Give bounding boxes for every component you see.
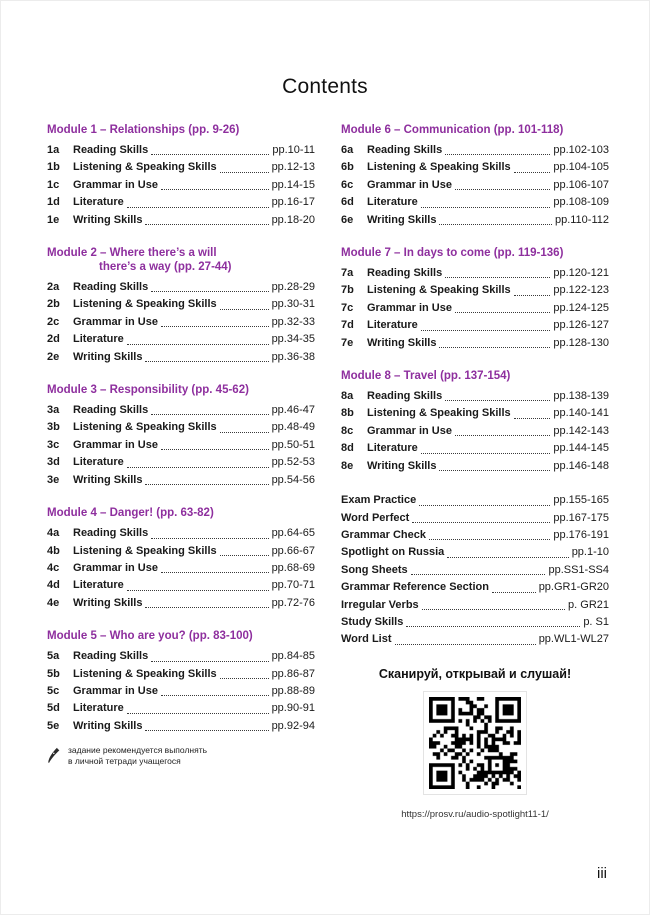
toc-entry-pages: pp.32-33: [271, 315, 315, 328]
toc-entry-label: Literature: [73, 333, 124, 346]
extra-row: [341, 579, 609, 596]
dotted-leader: [127, 207, 269, 208]
dotted-leader: [406, 626, 580, 627]
extra-pages: pp.167-175: [553, 511, 609, 524]
toc-entry-label: Writing Skills: [367, 213, 437, 226]
extra-row: [341, 597, 609, 614]
module-section: [47, 246, 315, 366]
toc-entry-label: Grammar in Use: [367, 301, 452, 314]
toc-entry-number: 3d: [47, 456, 60, 469]
module-heading-line: Module 2 – Where there’s a will: [47, 247, 217, 260]
toc-entry-number: 3c: [47, 438, 60, 451]
toc-row: [47, 454, 315, 471]
dotted-leader: [220, 555, 269, 556]
toc-entry-number: 7c: [341, 301, 354, 314]
extra-row: [341, 492, 609, 509]
module-heading-line: Module 5 – Who are you? (pp. 83-100): [47, 630, 253, 643]
page-number: iii: [597, 865, 607, 882]
toc-row: [47, 142, 315, 159]
module-heading: [47, 123, 315, 137]
dotted-leader: [145, 361, 268, 362]
toc-entry-pages: pp.46-47: [271, 404, 315, 417]
toc-entry-label: Literature: [367, 196, 418, 209]
toc-entry-number: 4a: [47, 527, 60, 540]
toc-entry-number: 2e: [47, 350, 60, 363]
toc-entry-pages: pp.34-35: [271, 333, 315, 346]
toc-row: [47, 419, 315, 436]
dotted-leader: [445, 277, 550, 278]
dotted-leader: [429, 539, 550, 540]
scan-heading: Сканируй, открывай и слушай!: [378, 666, 572, 681]
toc-entry-label: Reading Skills: [73, 527, 149, 540]
toc-entry-label: Listening & Speaking Skills: [367, 284, 511, 297]
extra-pages: pp.WL1-WL27: [538, 633, 609, 646]
toc-row: [47, 194, 315, 211]
toc-entry-pages: pp.10-11: [272, 144, 315, 156]
toc-row: [47, 683, 315, 700]
module-section: [47, 506, 315, 612]
extra-row: [341, 614, 609, 631]
toc-entry-number: 1b: [47, 161, 60, 174]
toc-entry-number: 6e: [341, 213, 354, 226]
toc-row: [341, 405, 609, 422]
toc-entry-label: Writing Skills: [73, 596, 143, 609]
toc-entry-pages: pp.66-67: [271, 544, 315, 557]
toc-entry-pages: pp.16-17: [271, 196, 315, 209]
toc-row: [341, 317, 609, 334]
toc-entry-pages: pp.106-107: [553, 178, 609, 191]
toc-entry-label: Reading Skills: [73, 144, 149, 156]
toc-entry-pages: pp.12-13: [271, 161, 315, 174]
footnote: [45, 745, 207, 767]
toc-entry-number: 5d: [47, 702, 60, 715]
toc-entry-label: Writing Skills: [367, 459, 437, 472]
audio-url: https://prosv.ru/audio-spotlight11-1/: [401, 808, 549, 820]
toc-entry-label: Literature: [367, 442, 418, 455]
toc-row: [341, 282, 609, 299]
page-title: Contents: [282, 75, 368, 98]
toc-row: [47, 177, 315, 194]
extra-pages: pp.176-191: [553, 528, 609, 541]
toc-entry-pages: pp.142-143: [553, 424, 609, 437]
toc-row: [341, 440, 609, 457]
toc-entry-pages: pp.124-125: [553, 301, 609, 314]
module-rows: [47, 525, 315, 612]
toc-row: [47, 700, 315, 717]
contents-columns: [47, 123, 609, 820]
toc-entry-number: 7d: [341, 319, 354, 332]
toc-entry-label: Literature: [73, 702, 124, 715]
left-column: [47, 123, 315, 820]
toc-entry-label: Listening & Speaking Skills: [73, 544, 217, 557]
toc-entry-pages: pp.92-94: [271, 719, 315, 732]
module-heading: [47, 383, 315, 397]
dotted-leader: [161, 449, 269, 450]
toc-entry-pages: pp.14-15: [271, 178, 315, 191]
toc-row: [47, 159, 315, 176]
toc-entry-pages: pp.64-65: [271, 527, 315, 540]
dotted-leader: [395, 644, 536, 645]
extra-pages: pp.SS1-SS4: [548, 563, 609, 576]
extras-list: [341, 492, 609, 649]
dotted-leader: [445, 154, 550, 155]
dotted-leader: [151, 154, 269, 155]
toc-row: [47, 402, 315, 419]
dotted-leader: [455, 189, 550, 190]
dotted-leader: [127, 713, 269, 714]
toc-entry-pages: pp.72-76: [271, 596, 315, 609]
toc-entry-pages: pp.30-31: [271, 298, 315, 311]
module-rows: [47, 279, 315, 366]
toc-entry-number: 8a: [341, 390, 354, 403]
module-rows: [47, 648, 315, 735]
toc-entry-number: 8e: [341, 459, 354, 472]
dotted-leader: [514, 172, 551, 173]
pen-icon: [45, 746, 61, 767]
toc-entry-label: Grammar in Use: [367, 178, 452, 191]
dotted-leader: [439, 470, 550, 471]
module-heading-line: Module 3 – Responsibility (pp. 45-62): [47, 384, 249, 397]
toc-entry-number: 2d: [47, 333, 60, 346]
module-section: [341, 246, 609, 352]
module-heading-line: Module 1 – Relationships (pp. 9-26): [47, 124, 240, 136]
extra-row: [341, 562, 609, 579]
toc-entry-label: Literature: [367, 319, 418, 332]
dotted-leader: [127, 590, 269, 591]
toc-entry-pages: pp.84-85: [271, 650, 315, 663]
toc-entry-label: Reading Skills: [367, 267, 443, 280]
dotted-leader: [127, 467, 269, 468]
dotted-leader: [422, 609, 565, 610]
toc-row: [47, 437, 315, 454]
toc-entry-number: 3b: [47, 421, 60, 434]
extra-label: Grammar Check: [341, 528, 426, 541]
dotted-leader: [492, 592, 536, 593]
toc-entry-label: Grammar in Use: [73, 315, 158, 328]
module-heading: [47, 506, 315, 520]
toc-entry-pages: pp.50-51: [271, 438, 315, 451]
toc-entry-label: Writing Skills: [73, 213, 143, 226]
toc-entry-pages: pp.108-109: [553, 196, 609, 209]
toc-row: [341, 177, 609, 194]
module-heading-line: Module 6 – Communication (pp. 101-118): [341, 124, 564, 136]
toc-entry-number: 7e: [341, 336, 354, 349]
toc-entry-pages: pp.28-29: [271, 281, 315, 294]
extra-row: [341, 631, 609, 648]
toc-entry-label: Writing Skills: [73, 350, 143, 363]
module-heading: [341, 369, 609, 383]
dotted-leader: [161, 695, 269, 696]
toc-entry-label: Reading Skills: [73, 650, 149, 663]
module-heading: [47, 246, 315, 274]
extra-label: Word List: [341, 633, 392, 646]
toc-entry-label: Listening & Speaking Skills: [367, 407, 511, 420]
toc-row: [47, 296, 315, 313]
toc-row: [341, 300, 609, 317]
dotted-leader: [514, 295, 551, 296]
extra-pages: pp.155-165: [553, 494, 609, 507]
toc-entry-number: 5c: [47, 684, 60, 697]
toc-entry-number: 7a: [341, 267, 354, 280]
toc-row: [47, 666, 315, 683]
toc-entry-number: 5a: [47, 650, 60, 663]
module-section: [341, 123, 609, 229]
dotted-leader: [421, 207, 551, 208]
dotted-leader: [421, 453, 551, 454]
toc-entry-number: 8b: [341, 407, 354, 420]
toc-row: [47, 560, 315, 577]
dotted-leader: [421, 330, 551, 331]
toc-row: [341, 142, 609, 159]
right-column: [341, 123, 609, 820]
dotted-leader: [455, 435, 550, 436]
extra-pages: p. GR21: [568, 598, 609, 611]
toc-entry-pages: pp.52-53: [271, 456, 315, 469]
toc-entry-number: 7b: [341, 284, 354, 297]
dotted-leader: [439, 347, 550, 348]
toc-row: [47, 577, 315, 594]
toc-entry-label: Listening & Speaking Skills: [73, 298, 217, 311]
footnote-text: [68, 745, 207, 767]
toc-entry-label: Literature: [73, 579, 124, 592]
toc-entry-number: 8c: [341, 424, 354, 437]
dotted-leader: [151, 661, 268, 662]
toc-entry-label: Writing Skills: [367, 336, 437, 349]
toc-entry-number: 4b: [47, 544, 60, 557]
dotted-leader: [127, 344, 269, 345]
dotted-leader: [447, 557, 568, 558]
module-heading-line: Module 8 – Travel (pp. 137-154): [341, 370, 511, 383]
toc-entry-label: Writing Skills: [73, 473, 143, 486]
dotted-leader: [412, 522, 550, 523]
module-section: [341, 369, 609, 475]
toc-row: [47, 279, 315, 296]
toc-entry-label: Grammar in Use: [367, 424, 452, 437]
module-heading-line: there’s a way (pp. 27-44): [99, 261, 232, 274]
toc-entry-number: 5e: [47, 719, 60, 732]
toc-entry-number: 3a: [47, 404, 60, 417]
toc-entry-pages: pp.122-123: [553, 284, 609, 297]
toc-row: [47, 331, 315, 348]
toc-entry-label: Literature: [73, 196, 124, 209]
dotted-leader: [161, 189, 269, 190]
toc-entry-number: 2c: [47, 315, 60, 328]
dotted-leader: [220, 309, 269, 310]
extra-label: Grammar Reference Section: [341, 581, 489, 594]
toc-entry-pages: pp.48-49: [271, 421, 315, 434]
qr-frame: [423, 691, 527, 795]
dotted-leader: [445, 400, 550, 401]
toc-entry-label: Grammar in Use: [73, 438, 158, 451]
extra-label: Irregular Verbs: [341, 598, 419, 611]
dotted-leader: [161, 572, 269, 573]
toc-entry-pages: pp.146-148: [553, 459, 609, 472]
toc-entry-label: Listening & Speaking Skills: [367, 161, 511, 174]
toc-entry-pages: pp.88-89: [271, 684, 315, 697]
toc-entry-number: 1d: [47, 196, 60, 209]
toc-entry-number: 6a: [341, 144, 354, 156]
toc-entry-pages: pp.144-145: [553, 442, 609, 455]
toc-row: [341, 159, 609, 176]
dotted-leader: [161, 326, 269, 327]
extra-pages: pp.GR1-GR20: [538, 581, 609, 594]
toc-entry-pages: pp.86-87: [271, 667, 315, 680]
right-modules: [341, 123, 609, 475]
toc-entry-number: 3e: [47, 473, 60, 486]
dotted-leader: [145, 607, 268, 608]
module-rows: [341, 265, 609, 352]
dotted-leader: [145, 484, 268, 485]
toc-row: [47, 525, 315, 542]
toc-entry-label: Reading Skills: [367, 390, 443, 403]
toc-entry-label: Grammar in Use: [73, 178, 158, 191]
toc-entry-number: 6c: [341, 178, 354, 191]
extra-pages: p. S1: [583, 615, 609, 628]
toc-entry-pages: pp.36-38: [271, 350, 315, 363]
toc-entry-pages: pp.138-139: [553, 390, 609, 403]
extra-label: Spotlight on Russia: [341, 546, 445, 559]
module-heading: [341, 123, 609, 137]
dotted-leader: [220, 172, 269, 173]
toc-row: [47, 595, 315, 612]
toc-entry-label: Reading Skills: [73, 281, 149, 294]
toc-row: [47, 718, 315, 735]
toc-row: [341, 265, 609, 282]
toc-entry-label: Writing Skills: [73, 719, 143, 732]
toc-entry-pages: pp.120-121: [553, 267, 609, 280]
dotted-leader: [220, 678, 269, 679]
toc-entry-label: Listening & Speaking Skills: [73, 667, 217, 680]
toc-row: [341, 423, 609, 440]
dotted-leader: [411, 574, 546, 575]
toc-entry-label: Reading Skills: [73, 404, 149, 417]
extra-row: [341, 544, 609, 561]
module-heading-line: Module 4 – Danger! (pp. 63-82): [47, 507, 214, 520]
dotted-leader: [455, 312, 550, 313]
toc-entry-label: Listening & Speaking Skills: [73, 161, 217, 174]
module-section: [47, 383, 315, 489]
extra-label: Exam Practice: [341, 494, 417, 507]
toc-entry-number: 1e: [47, 213, 60, 226]
dotted-leader: [419, 505, 550, 506]
toc-entry-pages: pp.104-105: [553, 161, 609, 174]
footnote-line: в личной тетради учащегося: [68, 756, 181, 766]
toc-entry-label: Grammar in Use: [73, 561, 158, 574]
module-heading: [341, 246, 609, 260]
toc-entry-pages: pp.68-69: [271, 561, 315, 574]
dotted-leader: [145, 224, 268, 225]
module-rows: [341, 388, 609, 475]
scan-block: [341, 667, 609, 820]
toc-entry-number: 6d: [341, 196, 354, 209]
toc-entry-number: 8d: [341, 442, 354, 455]
toc-row: [341, 458, 609, 475]
toc-entry-number: 1a: [47, 144, 60, 156]
toc-entry-number: 4c: [47, 561, 60, 574]
toc-entry-label: Grammar in Use: [73, 684, 158, 697]
toc-row: [47, 648, 315, 665]
module-rows: [47, 402, 315, 489]
toc-entry-label: Listening & Speaking Skills: [73, 421, 217, 434]
toc-entry-pages: pp.126-127: [553, 319, 609, 332]
toc-row: [47, 472, 315, 489]
extra-label: Study Skills: [341, 615, 404, 628]
extra-label: Word Perfect: [341, 511, 410, 524]
toc-entry-number: 2a: [47, 281, 60, 294]
toc-entry-pages: pp.140-141: [553, 407, 609, 420]
toc-row: [341, 388, 609, 405]
extra-row: [341, 510, 609, 527]
toc-row: [47, 543, 315, 560]
footnote-line: задание рекомендуется выполнять: [68, 745, 208, 755]
extra-row: [341, 527, 609, 544]
toc-entry-pages: pp.70-71: [271, 579, 315, 592]
module-heading-line: Module 7 – In days to come (pp. 119-136): [341, 247, 564, 260]
module-section: [47, 629, 315, 735]
toc-row: [47, 212, 315, 229]
toc-entry-pages: pp.90-91: [271, 702, 315, 715]
dotted-leader: [514, 418, 551, 419]
toc-row: [47, 314, 315, 331]
toc-entry-pages: pp.110-112: [554, 213, 609, 226]
qr-code: [429, 697, 521, 789]
toc-entry-number: 1c: [47, 178, 60, 191]
toc-entry-number: 4e: [47, 596, 60, 609]
dotted-leader: [151, 414, 268, 415]
toc-entry-pages: pp.102-103: [553, 144, 609, 156]
toc-row: [341, 212, 609, 229]
module-rows: [47, 142, 315, 229]
toc-entry-pages: pp.54-56: [271, 473, 315, 486]
toc-row: [341, 335, 609, 352]
toc-entry-label: Literature: [73, 456, 124, 469]
toc-row: [47, 349, 315, 366]
toc-entry-number: 6b: [341, 161, 354, 174]
toc-row: [341, 194, 609, 211]
toc-entry-label: Reading Skills: [367, 144, 443, 156]
extra-label: Song Sheets: [341, 563, 408, 576]
toc-entry-pages: pp.18-20: [271, 213, 315, 226]
extra-pages: pp.1-10: [571, 546, 609, 559]
dotted-leader: [145, 730, 268, 731]
dotted-leader: [151, 291, 268, 292]
toc-entry-number: 4d: [47, 579, 60, 592]
dotted-leader: [220, 432, 269, 433]
module-heading: [47, 629, 315, 643]
module-section: [47, 123, 315, 229]
module-rows: [341, 142, 609, 229]
dotted-leader: [439, 224, 551, 225]
toc-entry-number: 2b: [47, 298, 60, 311]
toc-entry-number: 5b: [47, 667, 60, 680]
dotted-leader: [151, 538, 268, 539]
toc-entry-pages: pp.128-130: [553, 336, 609, 349]
